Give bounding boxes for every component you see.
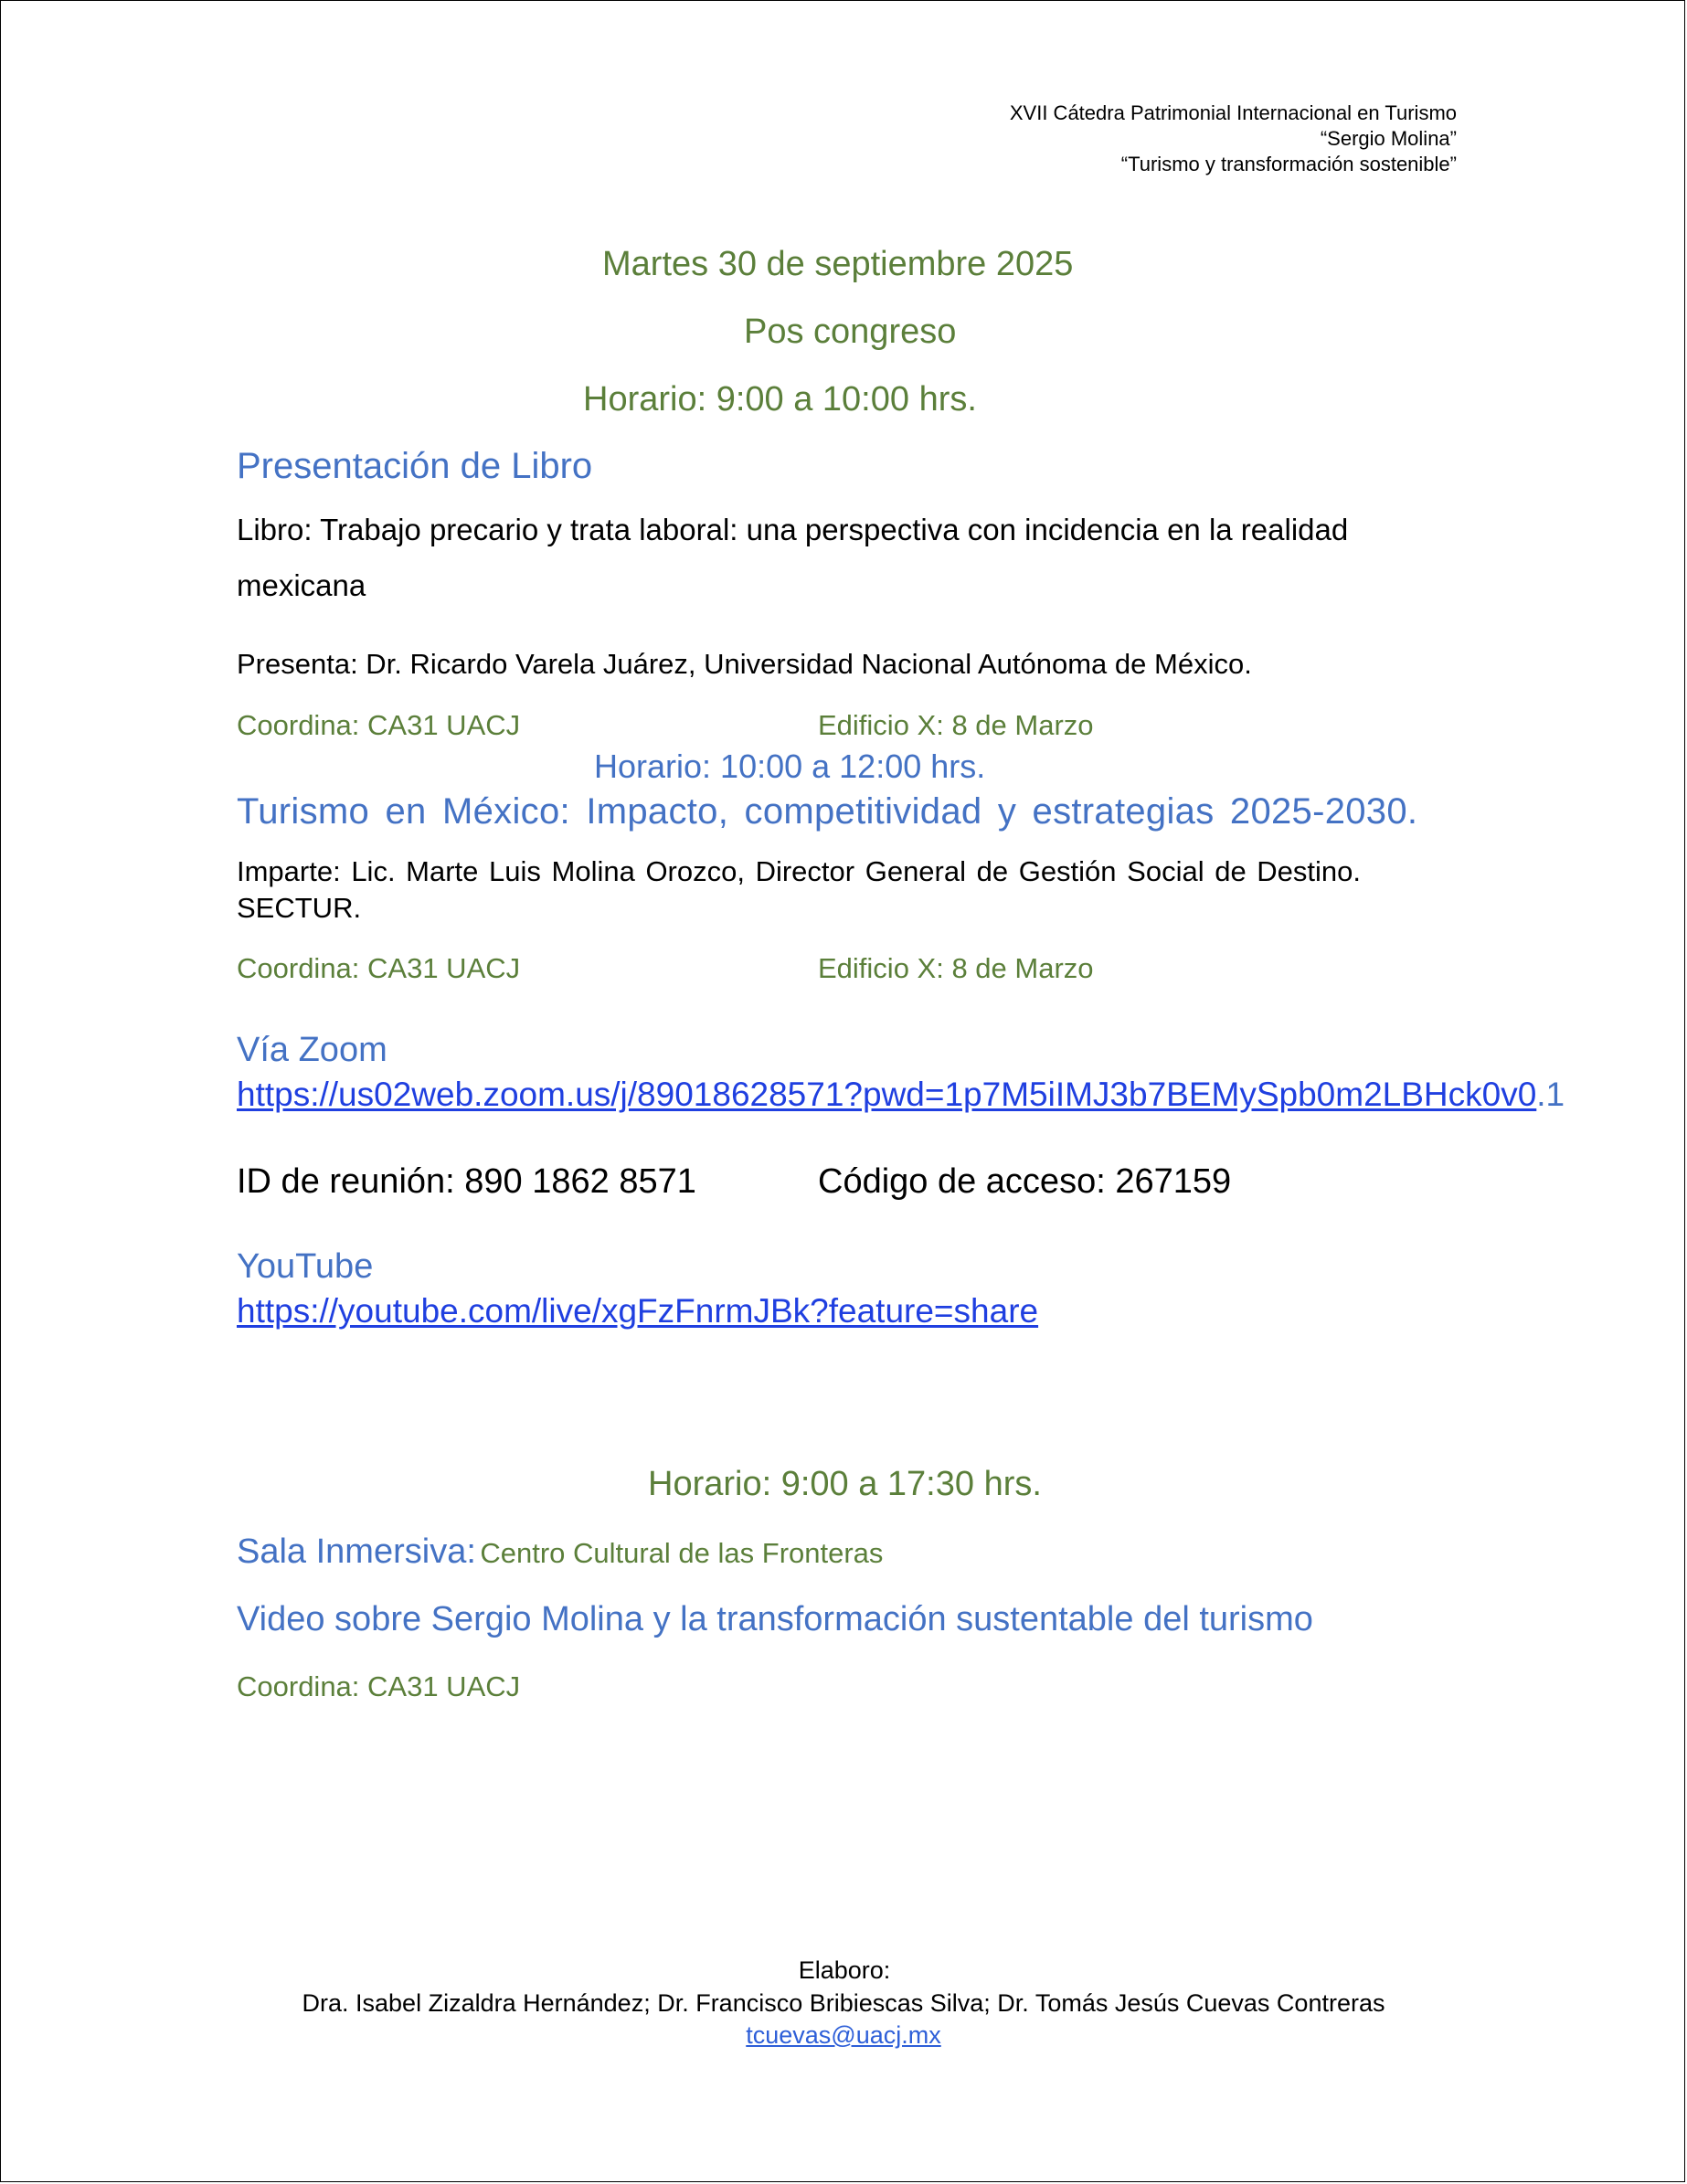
header-line-3: “Turismo y transformación sostenible” (1120, 153, 1457, 175)
session3-sala-place: Centro Cultural de las Fronteras (480, 1537, 884, 1569)
session1-coordina: Coordina: CA31 UACJ (237, 709, 521, 741)
zoom-access-code: Código de acceso: 267159 (818, 1162, 1232, 1201)
session2-edificio: Edificio X: 8 de Marzo (818, 952, 1094, 984)
zoom-meeting-id: ID de reunión: 890 1862 8571 (237, 1162, 696, 1201)
header-line-1: XVII Cátedra Patrimonial Internacional en Turismo (1009, 101, 1457, 124)
session2-title: Turismo en México: Impacto, competitividad y estrategias 2025-2030. (237, 791, 1418, 832)
session1-book-line1: Libro: Trabajo precario y trata laboral: una perspectiva con incidencia en la realidad (237, 513, 1349, 546)
day-subtitle: Pos congreso (744, 313, 957, 351)
youtube-url-link[interactable]: https://youtube.com/live/xgFzFnrmJBk?feature=share (237, 1292, 1039, 1330)
session2-imparte-line2: SECTUR. (237, 892, 362, 924)
session2-coordina: Coordina: CA31 UACJ (237, 952, 521, 984)
document-header (1010, 101, 1457, 177)
zoom-link-row (237, 1076, 1565, 1114)
session3-sala-row (237, 1532, 883, 1572)
footer-elaboro: Elaboro: (798, 1956, 891, 1984)
youtube-link-row (237, 1292, 1038, 1331)
session1-title: Presentación de Libro (237, 446, 593, 486)
zoom-label: Vía Zoom (237, 1031, 387, 1069)
zoom-url-link[interactable]: https://us02web.zoom.us/j/89018628571?pwd=1p7M5iIMJ3b7BEMySpb0m2LBHck0v0 (237, 1076, 1537, 1113)
footer-authors: Dra. Isabel Zizaldra Hernández; Dr. Francisco Bribiescas Silva; Dr. Tomás Jesús Cuevas Contreras (302, 1989, 1385, 2017)
day-date: Martes 30 de septiembre 2025 (602, 245, 1074, 283)
session1-presenter: Presenta: Dr. Ricardo Varela Juárez, Universidad Nacional Autónoma de México. (237, 648, 1252, 680)
session3-coordina: Coordina: CA31 UACJ (237, 1670, 521, 1702)
session1-edificio: Edificio X: 8 de Marzo (818, 709, 1094, 741)
session3-horario: Horario: 9:00 a 17:30 hrs. (648, 1465, 1042, 1503)
session3-video-title: Video sobre Sergio Molina y la transformación sustentable del turismo (237, 1600, 1313, 1638)
footer-email-link[interactable]: tcuevas@uacj.mx (746, 2021, 941, 2049)
youtube-label: YouTube (237, 1247, 374, 1286)
session1-book-line2: mexicana (237, 568, 366, 602)
session1-horario: Horario: 9:00 a 10:00 hrs. (583, 380, 977, 419)
session3-sala-label: Sala Inmersiva: (237, 1532, 476, 1571)
zoom-url-suffix: .1 (1536, 1076, 1565, 1113)
footer-email-row (0, 2021, 1687, 2050)
session2-imparte-line1: Imparte: Lic. Marte Luis Molina Orozco, Director General de Gestión Social de Destino. (237, 855, 1362, 887)
header-line-2: “Sergio Molina” (1320, 127, 1457, 150)
session2-horario: Horario: 10:00 a 12:00 hrs. (594, 747, 986, 785)
